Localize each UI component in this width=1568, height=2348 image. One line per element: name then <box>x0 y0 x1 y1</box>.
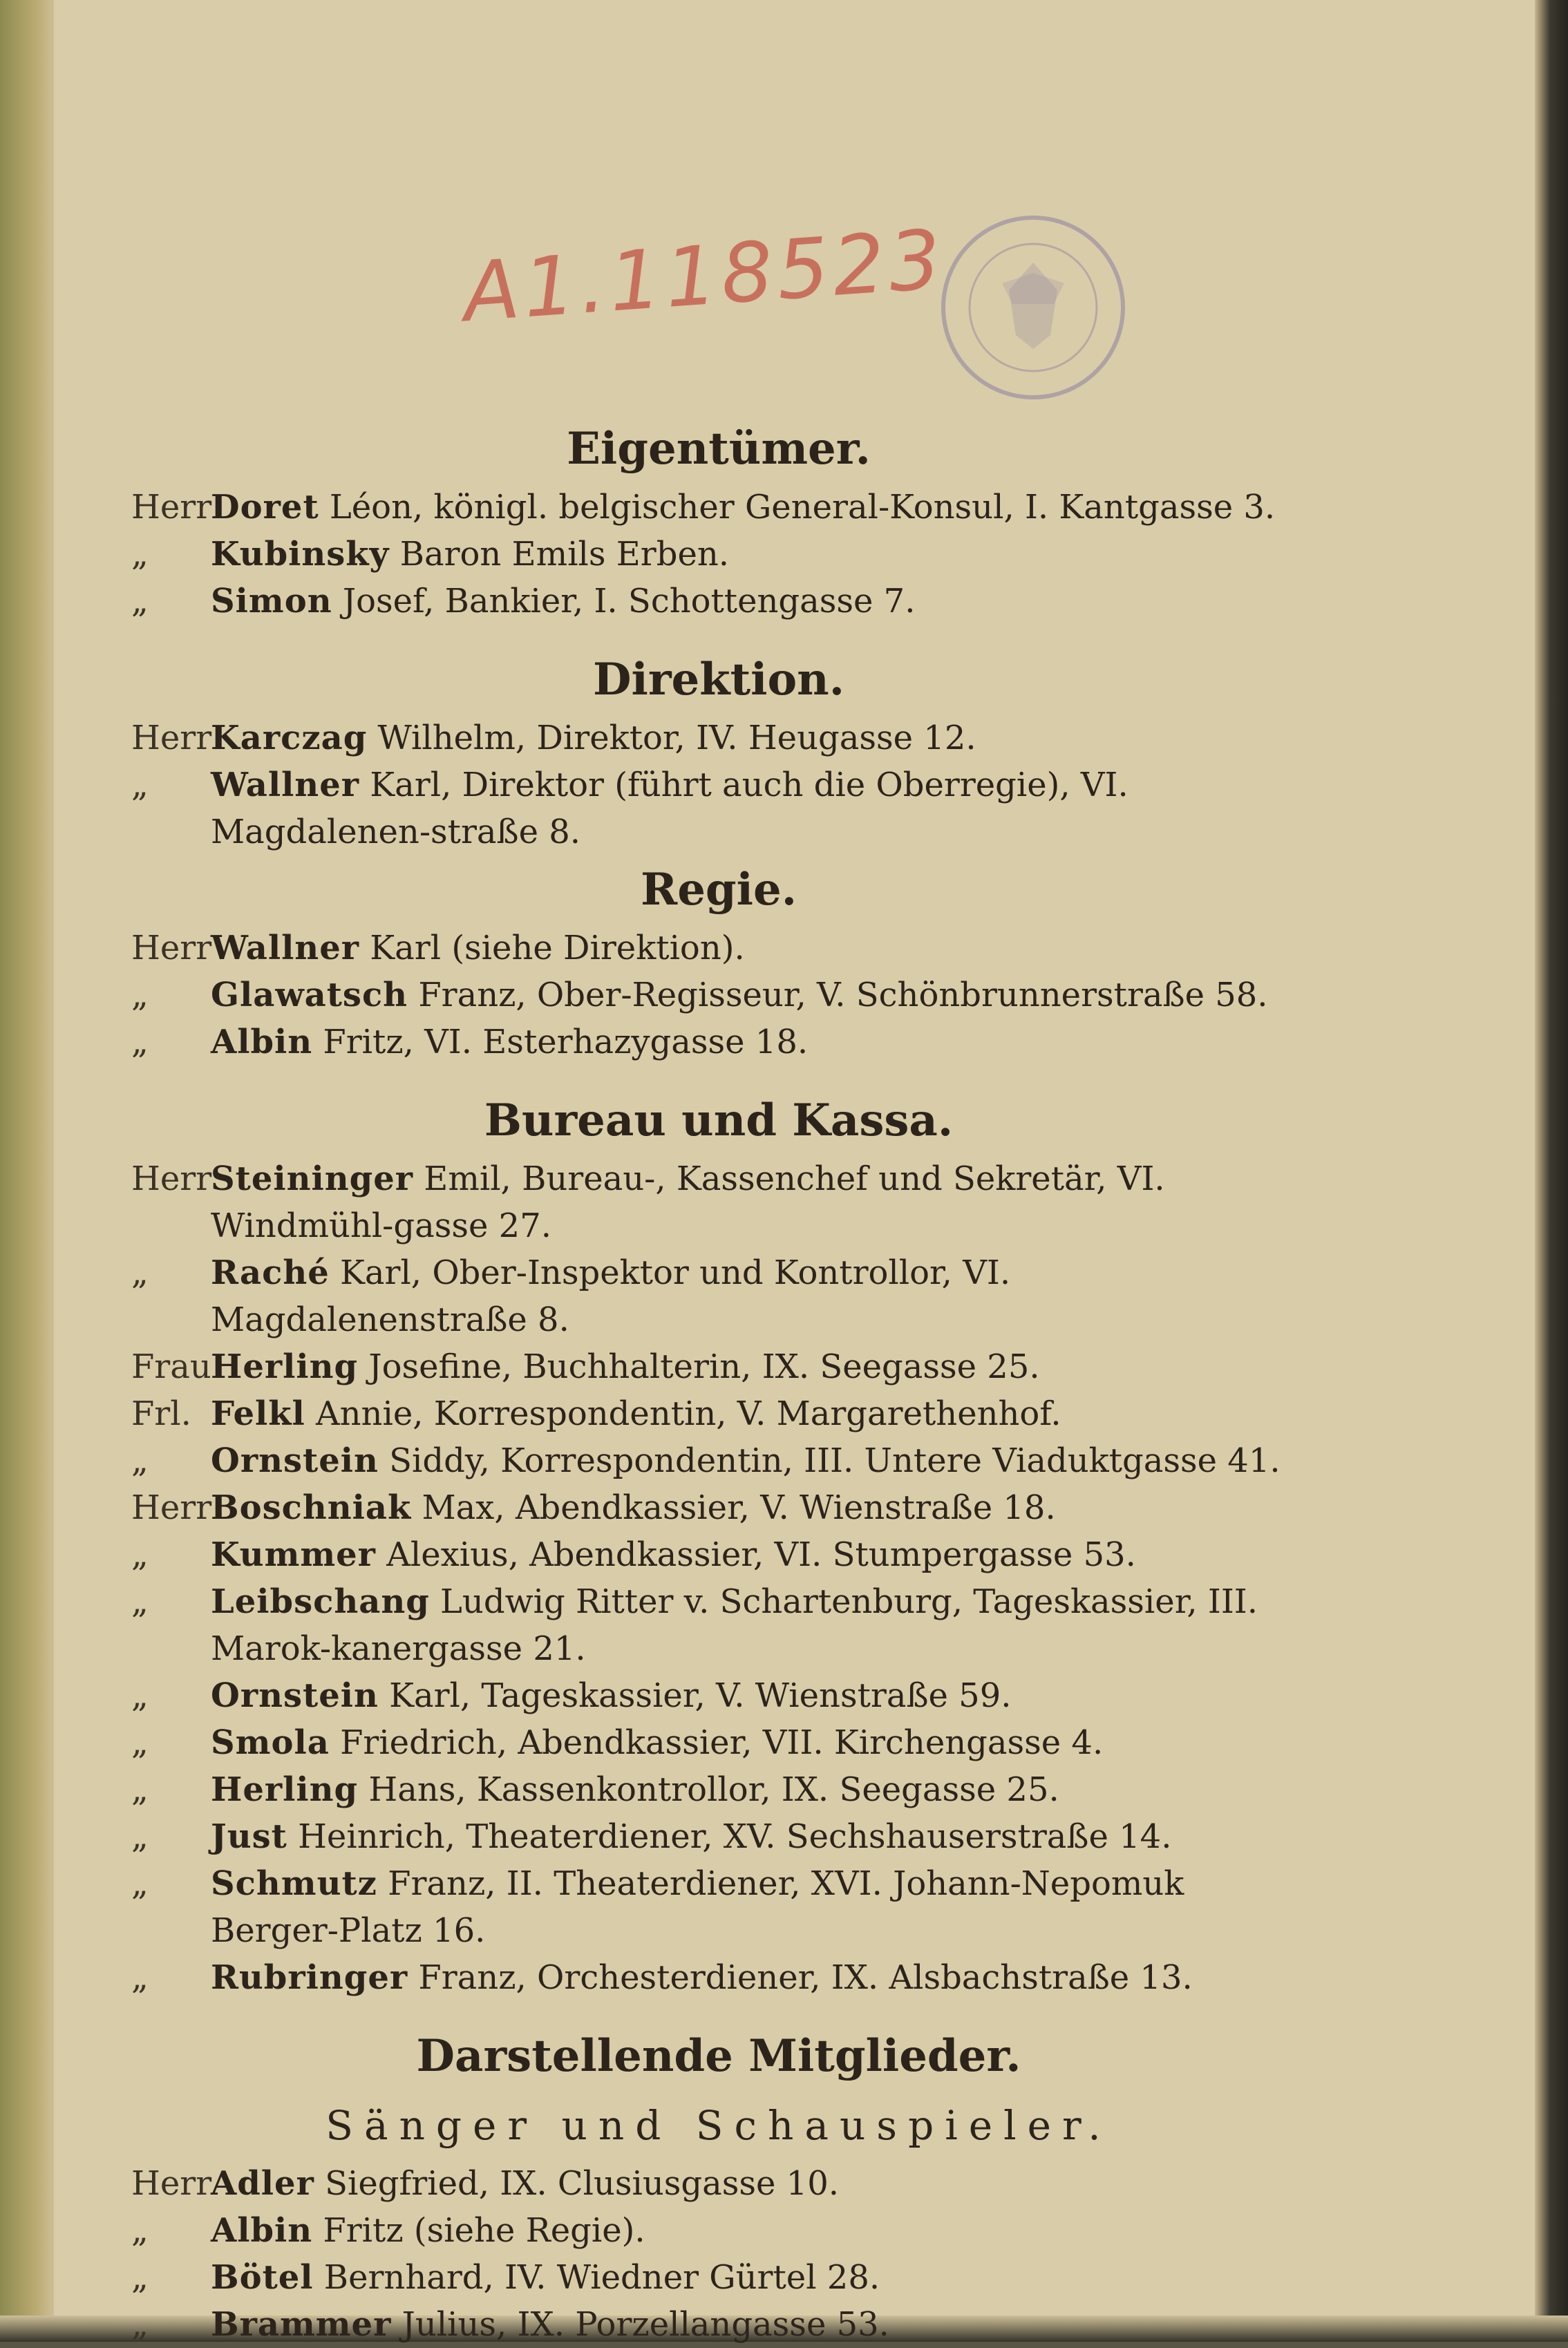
entry-detail: Julius, IX. Porzellangasse 53. <box>391 2305 889 2344</box>
entry-detail: Bernhard, IV. Wiedner Gürtel 28. <box>313 2258 880 2297</box>
entry-title: „ <box>131 582 149 621</box>
entry-title: Frau <box>131 1347 211 1386</box>
entry-detail: Max, Abendkassier, V. Wienstraße 18. <box>411 1488 1056 1527</box>
entry-title: „ <box>131 1770 149 1809</box>
entry-text <box>211 1484 1306 1531</box>
list-item <box>131 2160 1306 2207</box>
entry-name: Herling <box>211 1770 359 1809</box>
entry-text <box>211 972 1306 1019</box>
entry-text <box>211 2254 1306 2301</box>
entry-title: „ <box>131 1723 149 1762</box>
entry-name: Doret <box>211 488 319 527</box>
entry-text <box>211 1437 1306 1484</box>
entry-name: Raché <box>211 1253 330 1292</box>
entry-title: „ <box>131 976 149 1014</box>
entry-detail: Franz, Orchesterdiener, IX. Alsbachstraße 13. <box>408 1958 1193 1997</box>
entry-title: „ <box>131 2258 149 2297</box>
entry-name: Herling <box>211 1347 359 1386</box>
entry-detail: Franz, II. Theaterdiener, XVI. Johann-Nepomuk Berger-Platz 16. <box>211 1864 1184 1950</box>
list-item <box>131 1954 1306 2001</box>
entry-text <box>211 1766 1306 1813</box>
entry-title: Herr <box>131 2164 212 2203</box>
entry-detail: Josefine, Buchhalterin, IX. Seegasse 25. <box>358 1347 1040 1386</box>
entry-detail: Hans, Kassenkontrollor, IX. Seegasse 25. <box>358 1770 1059 1809</box>
section-heading-owners: Eigentümer. <box>567 423 871 475</box>
entry-title: „ <box>131 2305 149 2344</box>
entry-text <box>211 1531 1306 1578</box>
entry-detail: Alexius, Abendkassier, VI. Stumpergasse 53. <box>375 1535 1136 1574</box>
library-stamp-seal <box>933 207 1133 408</box>
list-item <box>131 578 1306 625</box>
book-spine-shadow <box>0 0 54 2342</box>
entry-title: „ <box>131 535 149 574</box>
entry-detail: Wilhelm, Direktor, IV. Heugasse 12. <box>367 719 976 757</box>
entry-detail: Siddy, Korrespondentin, III. Untere Viaduktgasse 41. <box>378 1441 1281 1480</box>
entry-detail: Josef, Bankier, I. Schottengasse 7. <box>332 582 916 621</box>
entry-title: „ <box>131 1441 149 1480</box>
list-item <box>131 2301 1306 2348</box>
list-item <box>131 714 1306 761</box>
entry-text <box>211 2301 1306 2348</box>
entry-detail: Karl (siehe Direktion). <box>359 929 745 967</box>
entry-title: Herr <box>131 1159 212 1198</box>
entry-name: Smola <box>211 1723 330 1762</box>
entry-text <box>211 1954 1306 2001</box>
entry-detail: Heinrich, Theaterdiener, XV. Sechshauserstraße 14. <box>287 1817 1172 1856</box>
entry-name: Kummer <box>211 1535 376 1574</box>
section-heading-direction: Direktion. <box>593 654 844 706</box>
entry-title: „ <box>131 1676 149 1715</box>
entry-title: „ <box>131 1253 149 1292</box>
entry-text <box>211 1672 1306 1719</box>
entry-title: Herr <box>131 929 212 967</box>
handwritten-archive-number: A1.118523 <box>460 211 948 341</box>
list-item <box>131 2207 1306 2254</box>
list-item <box>131 761 1306 855</box>
entry-text <box>211 2160 1306 2207</box>
list-item <box>131 1390 1306 1437</box>
document-content <box>131 415 1306 2348</box>
entry-title: „ <box>131 1582 149 1621</box>
entry-name: Ornstein <box>211 1676 379 1715</box>
list-item <box>131 1766 1306 1813</box>
entry-name: Wallner <box>211 766 360 804</box>
entry-name: Steininger <box>211 1159 414 1198</box>
entry-detail: Léon, königl. belgischer General-Konsul, I. Kantgasse 3. <box>319 488 1276 527</box>
list-item <box>131 1019 1306 1066</box>
entry-name: Ornstein <box>211 1441 379 1480</box>
list-item <box>131 972 1306 1019</box>
list-item <box>131 1155 1306 1249</box>
entry-detail: Friedrich, Abendkassier, VII. Kirchengasse 4. <box>329 1723 1104 1762</box>
entry-title: Frl. <box>131 1394 191 1433</box>
entry-text <box>211 1019 1306 1066</box>
entry-detail: Baron Emils Erben. <box>389 535 730 574</box>
entry-text <box>211 578 1306 625</box>
entry-detail: Karl, Ober-Inspektor und Kontrollor, VI. Magdalenenstraße 8. <box>211 1253 1011 1339</box>
entry-title: Herr <box>131 488 212 527</box>
entry-title: „ <box>131 2211 149 2250</box>
list-item <box>131 1672 1306 1719</box>
entry-text <box>211 531 1306 578</box>
entry-title: „ <box>131 1958 149 1997</box>
entry-title: „ <box>131 1864 149 1903</box>
list-item <box>131 1437 1306 1484</box>
list-item <box>131 1343 1306 1390</box>
entry-name: Brammer <box>211 2305 392 2344</box>
entry-name: Boschniak <box>211 1488 412 1527</box>
entry-title: „ <box>131 1817 149 1856</box>
entry-detail: Emil, Bureau-, Kassenchef und Sekretär, VI. Windmühl-gasse 27. <box>211 1159 1165 1245</box>
entry-title: „ <box>131 766 149 804</box>
section-heading-stage-direction: Regie. <box>641 864 797 916</box>
entry-name: Kubinsky <box>211 535 390 574</box>
list-item <box>131 925 1306 972</box>
list-item <box>131 1578 1306 1672</box>
entry-name: Just <box>211 1817 287 1856</box>
entry-detail: Annie, Korrespondentin, V. Margarethenhof. <box>305 1394 1061 1433</box>
entry-name: Albin <box>211 1023 313 1061</box>
entry-text <box>211 1155 1306 1249</box>
list-item <box>131 1484 1306 1531</box>
section-subheading-singers: Sänger und Schauspieler. <box>325 2102 1112 2149</box>
entry-detail: Fritz (siehe Regie). <box>312 2211 645 2250</box>
entry-text <box>211 1578 1306 1672</box>
list-item <box>131 1860 1306 1954</box>
entry-detail: Franz, Ober-Regisseur, V. Schönbrunnerstraße 58. <box>408 976 1268 1014</box>
entry-name: Bötel <box>211 2258 314 2297</box>
entry-text <box>211 484 1306 531</box>
entry-name: Wallner <box>211 929 360 967</box>
entry-detail: Siegfried, IX. Clusiusgasse 10. <box>314 2164 839 2203</box>
entry-text <box>211 1860 1306 1954</box>
list-item <box>131 2254 1306 2301</box>
list-item <box>131 1813 1306 1860</box>
entry-name: Schmutz <box>211 1864 377 1903</box>
entry-name: Glawatsch <box>211 976 408 1014</box>
list-item <box>131 531 1306 578</box>
entry-text <box>211 1719 1306 1766</box>
section-heading-office: Bureau und Kassa. <box>484 1095 954 1146</box>
entry-text <box>211 1249 1306 1343</box>
entry-title: „ <box>131 1023 149 1061</box>
entry-detail: Ludwig Ritter v. Schartenburg, Tageskassier, III. Marok-kanergasse 21. <box>211 1582 1258 1668</box>
entry-text <box>211 1390 1306 1437</box>
entry-name: Leibschang <box>211 1582 430 1621</box>
entry-text <box>211 761 1306 855</box>
entry-title: „ <box>131 1535 149 1574</box>
entry-name: Albin <box>211 2211 313 2250</box>
entry-name: Rubringer <box>211 1958 408 1997</box>
entry-name: Karczag <box>211 719 368 757</box>
entry-text <box>211 2207 1306 2254</box>
entry-detail: Karl, Tageskassier, V. Wienstraße 59. <box>378 1676 1012 1715</box>
entry-text <box>211 1813 1306 1860</box>
entry-title: Herr <box>131 719 212 757</box>
entry-name: Felkl <box>211 1394 305 1433</box>
list-item <box>131 1249 1306 1343</box>
section-heading-performers: Darstellende Mitglieder. <box>416 2030 1021 2082</box>
entry-detail: Karl, Direktor (führt auch die Oberregie), VI. Magdalenen-straße 8. <box>211 766 1128 851</box>
entry-name: Adler <box>211 2164 314 2203</box>
entry-detail: Fritz, VI. Esterhazygasse 18. <box>312 1023 809 1061</box>
list-item <box>131 1719 1306 1766</box>
entry-text <box>211 1343 1306 1390</box>
entry-text <box>211 714 1306 761</box>
entry-text <box>211 925 1306 972</box>
page-edge-right <box>1535 0 1568 2342</box>
list-item <box>131 484 1306 531</box>
entry-name: Simon <box>211 582 332 621</box>
entry-title: Herr <box>131 1488 212 1527</box>
list-item <box>131 1531 1306 1578</box>
